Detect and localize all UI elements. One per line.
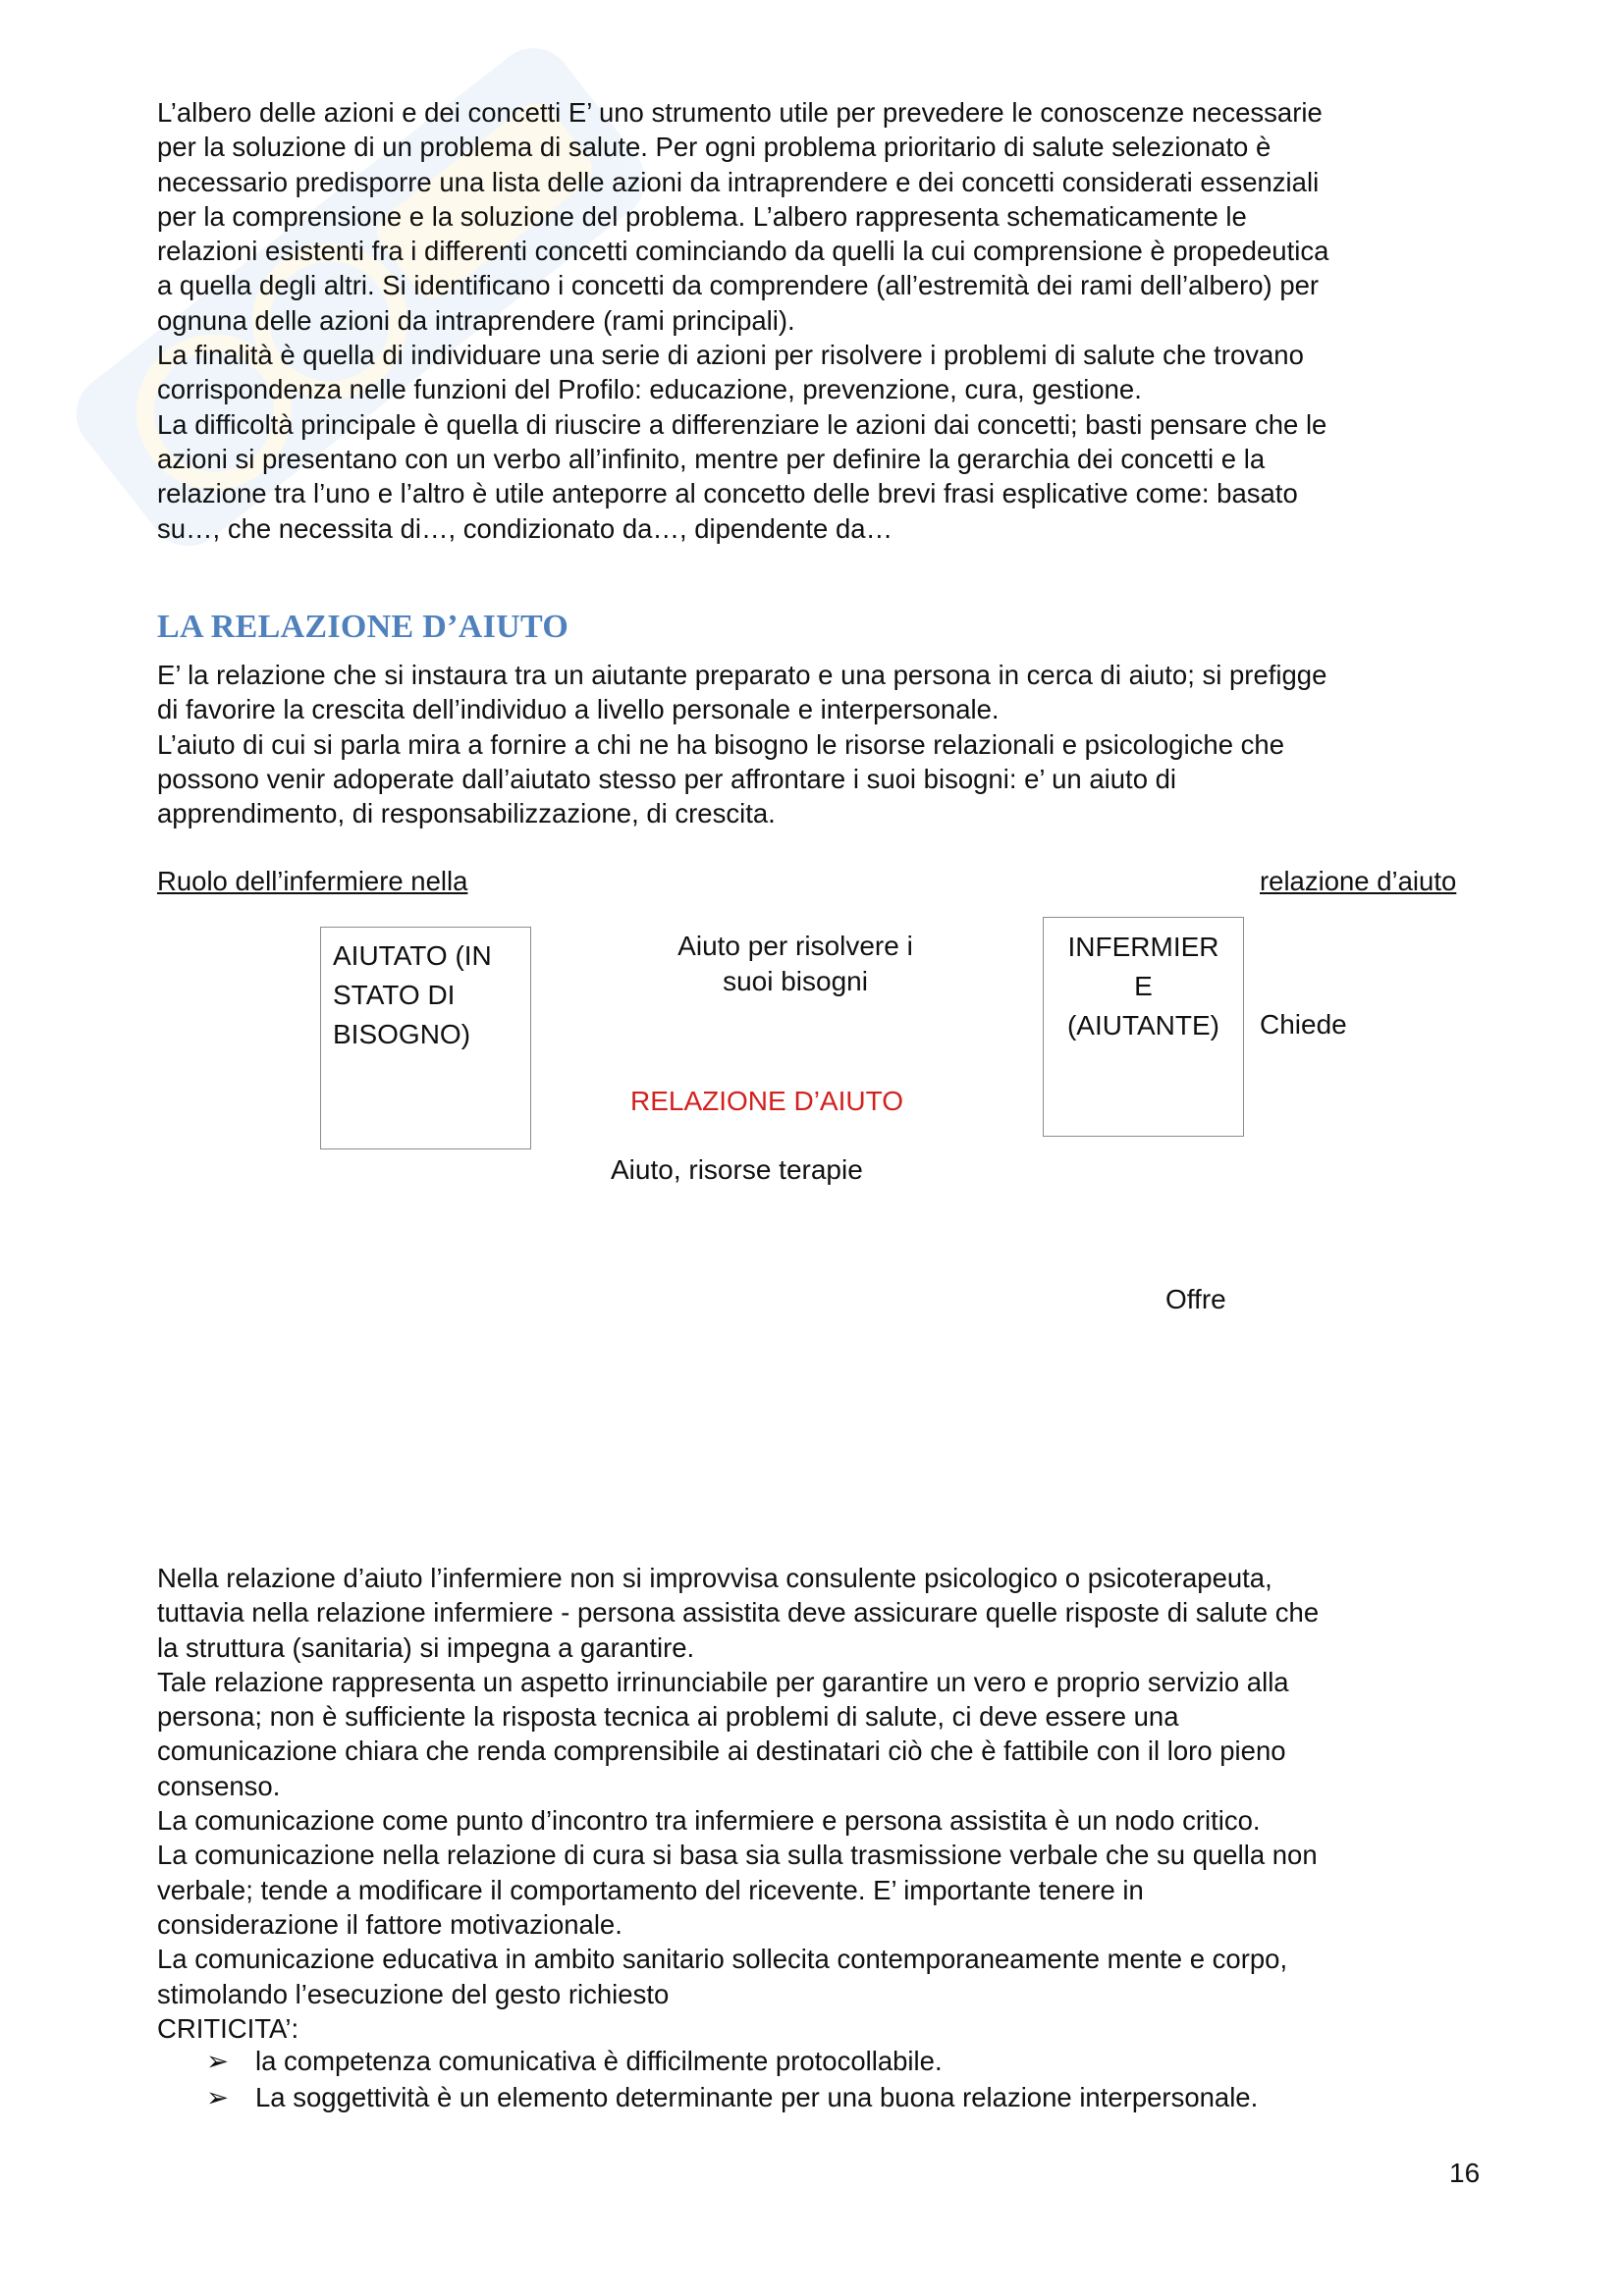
text-line: a quella degli altri. Si identificano i concetti da comprendere (all’estremità dei rami dell’albero) per: [157, 270, 1320, 301]
text-line: CRITICITA’:: [157, 2012, 299, 2044]
text-line: E’ la relazione che si instaura tra un aiutante preparato e una persona in cerca di aiuto; si prefigge: [157, 660, 1327, 690]
diagram-title-right: relazione d’aiuto: [1260, 866, 1457, 896]
text-line: L’aiuto di cui si parla mira a fornire a chi ne ha bisogno le risorse relazionali e psicologiche che: [157, 728, 1284, 760]
text-line: La difficoltà principale è quella di riuscire a differenziare le azioni dai concetti; basti pensare che le: [157, 408, 1327, 440]
page-number: 16: [1449, 2158, 1481, 2188]
text-line: verbale; tende a modificare il comportamento del ricevente. E’ importante tenere in: [157, 1874, 1144, 1905]
text-line: la struttura (sanitaria) si impegna a garantire.: [157, 1631, 695, 1663]
text-line: ognuna delle azioni da intraprendere (rami principali).: [157, 304, 795, 336]
arrow-bullet-icon: ➢: [206, 2082, 230, 2112]
text-line: necessario predisporre una lista delle azioni da intraprendere e dei concetti considerati essenziali: [157, 166, 1320, 197]
section-heading: LA RELAZIONE D’AIUTO: [157, 609, 569, 645]
text-line: tuttavia nella relazione infermiere - persona assistita deve assicurare quelle risposte di salute che: [157, 1597, 1320, 1629]
chiede-label: Chiede: [1260, 1009, 1347, 1040]
section-paragraph: [157, 658, 1492, 830]
text-line: consenso.: [157, 1770, 281, 1801]
text-line: per la comprensione e la soluzione del problema. L’albero rappresenta schematicamente le: [157, 200, 1247, 232]
list-item-text: la competenza comunicativa è difficilmente protocollabile.: [255, 2046, 943, 2076]
text-line: apprendimento, di responsabilizzazione, di crescita.: [157, 798, 776, 829]
text-line: L’albero delle azioni e dei concetti E’ uno strumento utile per prevedere le conoscenze necessarie: [157, 97, 1323, 128]
box-line: E: [1134, 971, 1153, 1001]
box-line: (AIUTANTE): [1066, 1010, 1220, 1041]
text-line: relazione tra l’uno e l’altro è utile anteporre al concetto delle brevi frasi esplicative come: basato: [157, 478, 1298, 509]
list-item: [206, 2043, 1258, 2079]
relazione-label: RELAZIONE D’AIUTO: [630, 1086, 903, 1116]
text-line: Tale relazione rappresenta un aspetto irrinunciabile per garantire un vero e proprio servizio alla: [157, 1666, 1289, 1697]
criticita-list: [206, 2043, 1258, 2115]
box-line: BISOGNO): [333, 1019, 471, 1049]
text-line: La comunicazione come punto d’incontro tra infermiere e persona assistita è un nodo critico.: [157, 1805, 1261, 1837]
text-line: di favorire la crescita dell’individuo a livello personale e interpersonale.: [157, 694, 1000, 725]
text-line: su…, che necessita di…, condizionato da…, dipendente da…: [157, 512, 893, 544]
text-line: azioni si presentano con un verbo all’infinito, mentre per definire la gerarchia dei concetti e la: [157, 443, 1266, 474]
arrow-bullet-icon: ➢: [206, 2046, 230, 2076]
text-line: relazioni esistenti fra i differenti concetti cominciando da quelli la cui comprensione è propedeutica: [157, 236, 1329, 267]
text-line: corrispondenza nelle funzioni del Profilo: educazione, prevenzione, cura, gestione.: [157, 374, 1142, 405]
text-line: per la soluzione di un problema di salute. Per ogni problema prioritario di salute selezionato è: [157, 132, 1271, 163]
box-line: INFERMIER: [1067, 932, 1219, 962]
bottom-arrow-label: Aiuto, risorse terapie: [611, 1154, 863, 1185]
text-line: stimolando l’esecuzione del gesto richiesto: [157, 1978, 670, 2009]
box-line: STATO DI: [333, 980, 456, 1010]
list-item-text: La soggettività è un elemento determinante per una buona relazione interpersonale.: [255, 2082, 1259, 2112]
body-paragraph: [157, 1561, 1492, 2046]
aiutato-box: [320, 927, 531, 1149]
infermiere-box: [1043, 917, 1244, 1137]
text-line: considerazione il fattore motivazionale.: [157, 1908, 622, 1940]
text-line: Nella relazione d’aiuto l’infermiere non si improvvisa consulente psicologico o psicoterapeuta,: [157, 1563, 1272, 1593]
offre-label: Offre: [1165, 1284, 1226, 1314]
text-line: possono venir adoperate dall’aiutato stesso per affrontare i suoi bisogni: e’ un aiuto di: [157, 763, 1177, 794]
text-line: La comunicazione educativa in ambito sanitario sollecita contemporaneamente mente e corpo,: [157, 1944, 1288, 1975]
intro-paragraph: [157, 95, 1492, 546]
list-item: [206, 2079, 1258, 2115]
label-line: suoi bisogni: [723, 966, 868, 996]
text-line: comunicazione chiara che renda comprensibile ai destinatari ciò che è fattibile con il loro pieno: [157, 1735, 1286, 1767]
diagram-title-left: Ruolo dell’infermiere nella: [157, 866, 468, 896]
label-line: Aiuto per risolvere i: [677, 931, 913, 961]
text-line: La finalità è quella di individuare una serie di azioni per risolvere i problemi di salute che trovano: [157, 340, 1304, 371]
box-line: AIUTATO (IN: [333, 940, 492, 971]
top-arrow-label: [609, 929, 982, 999]
text-line: persona; non è sufficiente la risposta tecnica ai problemi di salute, ci deve essere una: [157, 1701, 1179, 1733]
text-line: La comunicazione nella relazione di cura si basa sia sulla trasmissione verbale che su quella non: [157, 1840, 1318, 1871]
